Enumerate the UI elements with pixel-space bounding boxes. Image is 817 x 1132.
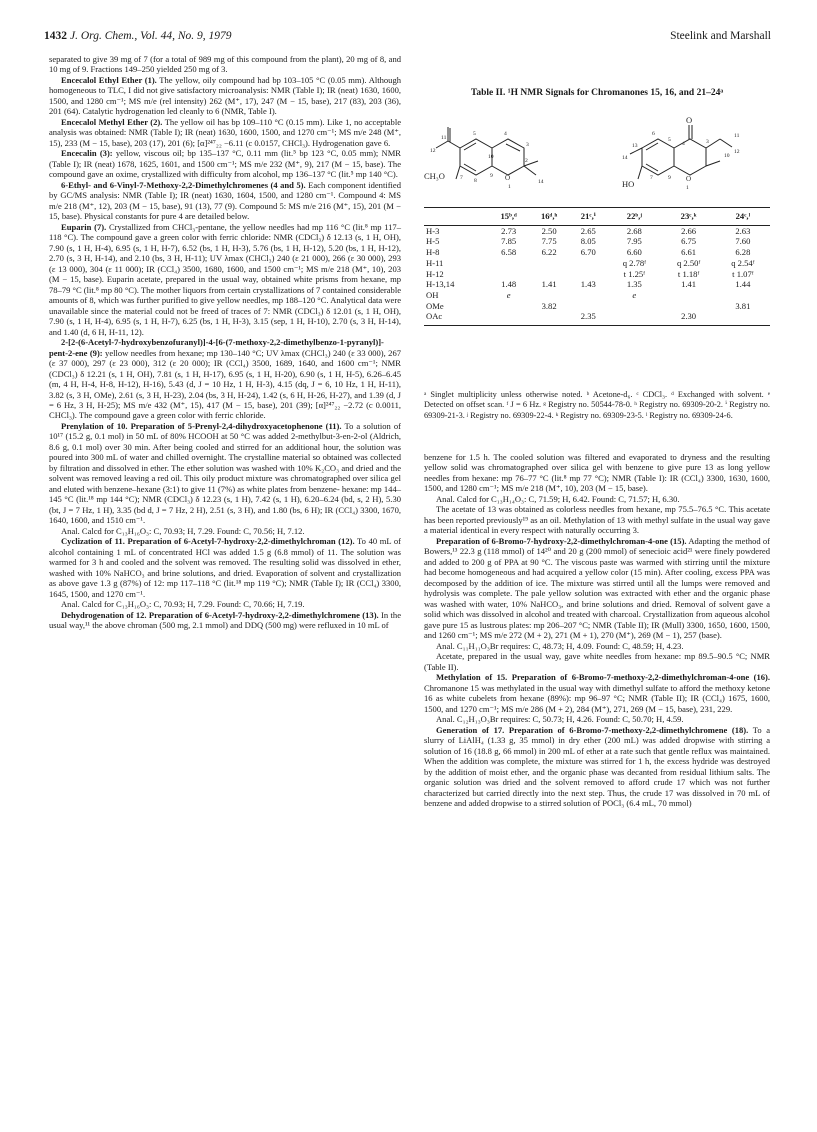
column-header: 22ᵇ,ʲ bbox=[607, 208, 661, 226]
left-label-5: 3 bbox=[526, 142, 529, 148]
row-label: OMe bbox=[426, 300, 444, 311]
table-cell: 2.35 bbox=[569, 311, 607, 325]
table-row bbox=[424, 269, 770, 280]
left-label-9: O bbox=[505, 174, 511, 182]
table-cell bbox=[529, 269, 569, 280]
column-header: 21ᶜ,ⁱ bbox=[569, 208, 607, 226]
table-cell: 6.75 bbox=[681, 236, 697, 247]
paragraph-text: Anal. C₁₁H₁₁O₃Br requires: C, 48.73; H, 4.09. Found: C, 48.59; H, 4.23. bbox=[436, 640, 684, 651]
row-label: OAc bbox=[424, 311, 488, 325]
paragraph-text: yellow needles from hexane; mp 130–140 °C; UV λmax (CHCl₃) 240 (ε 33 000), 267 (ε 37 000), 297 (ε 23 000), 312 (ε 20 000); IR (CCl₄) 3500, 1689, 1640, and 1600 cm⁻¹; NMR (CDCl₃) δ 12.21 (s, 1 H, OH), 7.81 (s, 1 H, H-17), 6.95 (s, 1 H, H-20), 6.90 (s, 1 H, H-5), 6.26–6.45 (m, 4 H, H-4, H-8, H-12), H-16), 5.43 (d, J = 10 Hz, 1 H, H-3), 4.15 (dq, J = 6, 10 Hz, 1 H, H-11), 3.82 (s, 3 H, OMe), 2.61 (s, 3 H, H-23), 2.04 (bs, 3 H, H-24), 1.42 (s, 6 H, H-26, H-27), and 1.39 (d, J = 6 Hz, 3 H, H-25); MS m/e 432 (M⁺, 15), 417 (M − 15, base), 201 (39); [α]²⁴⁷₂₂ −2.72 (c 0.0011, CHCl₃). The compound gave a green color with ferric chloride. bbox=[49, 347, 401, 421]
paragraph bbox=[424, 672, 770, 714]
table-cell: 2.30 bbox=[661, 311, 715, 325]
paragraph bbox=[49, 337, 401, 421]
paragraph bbox=[49, 599, 401, 609]
page-number: 1432 bbox=[44, 30, 67, 42]
right-label-5: 3 bbox=[706, 139, 709, 145]
table-cell bbox=[569, 269, 607, 280]
paragraph bbox=[49, 536, 401, 599]
paragraph-text: To a slurry of LiAlH₄ (1.33 g, 35 mmol) in dry ether (200 mL) was added dropwise with stirring a solution of 16 (18.8 g, 66 mmol) in 200 mL of ether at a rate such that gentle reflux was maintained. When the addition was complete, the mixture was stirred for 1 h, the excess hydride was destroyed by the addition of moist ether, and the organic phase was decanted from residual lithium salts. The organic solution was dried and the solvent removed to afford crude 17 which was not further characterized but carried directly into the next step. Thus, the crude 17 was dissolved in 70 mL of benzene and added dropwise to a stirred solution of POCl₃ (6.4 mL, 70 mmol) bbox=[424, 724, 770, 808]
right-label-12: 1 bbox=[686, 185, 689, 191]
right-structure-labels bbox=[622, 115, 740, 191]
table-cell bbox=[488, 258, 528, 269]
table-cell: 8.05 bbox=[580, 236, 596, 247]
table-cell: t 1.25ᶠ bbox=[623, 268, 646, 279]
table-row bbox=[424, 225, 770, 236]
table-cell: 2.63 bbox=[735, 225, 751, 236]
table-cell bbox=[529, 258, 569, 269]
table-title: Table II. ¹H NMR Signals for Chromanones 15, 16, and 21–24ᵃ bbox=[470, 88, 724, 98]
paragraph bbox=[49, 526, 401, 536]
right-label-0: 14 bbox=[622, 155, 628, 161]
paragraph-text: To a solution of 10¹⁷ (15.2 g, 0.1 mol) in 50 mL of 80% HCOOH at 50 °C was added 2-methylbut-3-en-2-ol (Aldrich, 8.6 g, 0.1 mol) over 30 min. After being cooled and stirred for an additional hour, the solution was poured into 300 mL of water and chilled overnight. The crystalline material so obtained was collected by filtration and dissolved in ether. The ether solution was washed with 10% K₂CO₃ and dried and the solvent was removed leaving a red oil. This oily product mixture was chromatographed over silica gel and eluted with benzene–hexane (3:1) to give 11 (7%) as white plates from benzene- hexane: mp 144–145 °C (lit.¹⁸ mp 144 °C); NMR (CDCl₃) δ 12.23 (s, 1 H), 7.42 (s, 1 H), 6.20–6.24 (bd, s, 2 H), 5.30 (bt, J = 7 Hz, 1 H), 3.35 (bd d, J = 7 Hz, 2 H), 2.51 (s, 3 H), and 1.80 (bs, 6 H); IR (CCl₄) 3300, 1670, 1640, 1600, and 1510 cm⁻¹. bbox=[49, 420, 401, 526]
paragraph-text: To 40 mL of alcohol containing 1 mL of concentrated HCl was added 1.5 g (6.8 mmol) of 11. The solution was warmed for 3 h and cooled and the solvent was removed. The resulting solid was dissolved in ether, washed with 10% NaHCO₃ and brine solutions, and dried. Evaporation of solvent and crystallization as above gave 1.3 g (87%) of 12: mp 117–118 °C (lit.¹⁸ mp 119 °C); NMR (Table I); IR (CCl₄) 3300, 1645, 1500, and 1270 cm⁻¹. bbox=[49, 536, 401, 599]
table-row bbox=[424, 279, 770, 290]
table-cell: q 2.54ᶠ bbox=[731, 257, 755, 268]
table-cell bbox=[661, 290, 715, 301]
left-column bbox=[49, 54, 401, 631]
paragraph-text: Each component identified by GC/MS analysis: NMR (Table I); IR (neat) 1630, 1604, 1500, and 1280 cm⁻¹. Compound 4: MS m/e 218 (M⁺, 12), 203 (M − 15, base), 91 (13), 77 (9). Compound 5: MS m/e 216 (M⁺, 15), 201 (M − 15, base). Physical constants for pure 4 are detailed below. bbox=[49, 179, 401, 222]
column-header: 16ᵈ,ʰ bbox=[529, 208, 569, 226]
paragraph-text: The acetate of 13 was obtained as colorless needles from hexane, mp 75.5–76.5 °C. This acetate has been reported previously¹⁹ as an oil. Methylation of 13 with methyl sulfate in the usual way gave a material identical in every respect with naturally occurring 3. bbox=[424, 504, 770, 536]
right-label-8: 12 bbox=[734, 149, 740, 155]
table-cell: e bbox=[632, 289, 637, 300]
table-cell bbox=[569, 301, 607, 312]
left-label-6: 2 bbox=[525, 158, 528, 164]
table-cell: 7.75 bbox=[541, 236, 557, 247]
table-row bbox=[424, 247, 770, 258]
table-row bbox=[424, 258, 770, 269]
row-label: H-11 bbox=[426, 257, 444, 268]
running-header bbox=[44, 30, 771, 46]
paragraph-heading: Dehydrogenation of 12. Preparation of 6-Acetyl-7-hydroxy-2,2-dimethylchromene (13). bbox=[61, 609, 379, 620]
paragraph-text: The yellow, oily compound had bp 103–105 °C (0.05 mm). Although homogeneous to TLC, I did not give satisfactory microanalysis: NMR (Table I); IR (neat) 1630, 1600, 1500, and 1280 cm⁻¹; MS m/e (rel intensity) 262 (M⁺, 17), 247 (M − 15, base), 217 (83), 203 (36), 201 (64). Catalytic hydrogenation led cleanly to 6 (NMR, Table I). bbox=[49, 74, 401, 117]
paragraph bbox=[424, 536, 770, 641]
left-label-12: 14 bbox=[538, 179, 544, 185]
paragraph-heading: Generation of 17. Preparation of 6-Bromo-7-methoxy-2,2-dimethylchromene (18). bbox=[436, 724, 749, 735]
paragraph bbox=[49, 180, 401, 222]
running-authors: Steelink and Marshall bbox=[670, 30, 771, 42]
right-label-3: 5 bbox=[668, 137, 671, 143]
structure-drawings bbox=[424, 115, 770, 215]
left-label-3: 10 bbox=[488, 154, 494, 160]
row-label: OH bbox=[426, 289, 439, 300]
paragraph bbox=[424, 494, 770, 504]
table-cell bbox=[661, 301, 715, 312]
table-cell bbox=[716, 311, 770, 325]
table-cell bbox=[716, 290, 770, 301]
table-footnotes: ᵃ Singlet multiplicity unless otherwise noted. ᵇ Acetone-d₆. ᶜ CDCl₃. ᵈ Exchanged with solvent. ᵉ Detected on offset scan. ᶠ J = 6 Hz. ᵍ Registry no. 50544-78-0. ʰ Registry no. 69309-20-2. ⁱ Registry no. 69309-21-3. ʲ Registry no. 69309-22-4. ᵏ Registry no. 69309-23-5. ˡ Registry no. 69309-24-6. bbox=[424, 390, 770, 420]
paragraph-text: yellow, viscous oil; bp 135–137 °C, 0.11 mm (lit.⁵ bp 123 °C, 0.05 mm); NMR (Table I); IR (neat) 1678, 1625, 1601, and 1500 cm⁻¹; MS m/e 232 (M⁺, 9), 217 (M − 15, base). The compound gave an oxime, crystallized with difficulty from alcohol, mp 136–137 °C (lit.⁵ mp 140 °C). bbox=[49, 148, 401, 180]
table-cell: 1.43 bbox=[580, 279, 596, 290]
table-row bbox=[424, 290, 770, 301]
left-label-2: 5 bbox=[473, 131, 476, 137]
table-cell: 7.85 bbox=[501, 236, 517, 247]
right-substituent: HO bbox=[622, 179, 635, 189]
right-label-2: 6 bbox=[652, 131, 655, 137]
table-cell: 6.28 bbox=[735, 247, 751, 258]
right-label-10: O bbox=[686, 175, 692, 183]
paragraph-heading: Encecalin (3): bbox=[61, 148, 113, 159]
table-cell: 1.48 bbox=[501, 279, 517, 290]
right-benzene-ring bbox=[642, 139, 674, 175]
table-cell bbox=[529, 311, 569, 325]
left-label-10: 7 bbox=[460, 175, 463, 181]
table-cell: 1.44 bbox=[735, 279, 751, 290]
paragraph-heading: Cyclization of 11. Preparation of 6-Acetyl-7-hydroxy-2,2-dimethylchroman (12). bbox=[61, 536, 355, 547]
paragraph-heading: Preparation of 6-Bromo-7-hydroxy-2,2-dimethylchroman-4-one (15). bbox=[436, 535, 687, 546]
left-pyran-ring bbox=[492, 139, 524, 175]
left-structure-labels bbox=[424, 131, 544, 190]
table-cell: 2.73 bbox=[501, 225, 517, 236]
table-cell: 6.60 bbox=[626, 247, 642, 258]
paragraph-text: benzene for 1.5 h. The cooled solution was filtered and evaporated to dryness and the resulting yellow solid was chromatographed over silica gel with benzene to give pure 13 as long yellow needles from hexane: mp 76–77 °C (lit.⁸ mp 77 °C); NMR (Table I): IR (CCl₄) 3300, 1630, 1600, 1500, and 1280 cm⁻¹; MS m/e 218 (M⁺, 10), 203 (M − 15, base). bbox=[424, 452, 770, 494]
right-pyranone-ring bbox=[674, 139, 706, 175]
paragraph-heading: Encecalol Methyl Ether (2). bbox=[61, 116, 163, 127]
paragraph bbox=[424, 641, 770, 651]
table-cell: 1.41 bbox=[681, 279, 697, 290]
column-header bbox=[424, 208, 488, 226]
paragraph-text: The yellow oil has bp 109–110 °C (0.15 mm). Like 1, no acceptable analysis was obtained: NMR (Table I); IR (neat) 1630, 1600, 1500, and 1270 cm⁻¹; MS m/e 248 (M⁺, 15), 233 (M − 15, base), 203 (17), 201 (6); [α]²⁴⁷₂₂ −6.11 (c 0.0157, CHCl₃). Hydrogenation gave 6. bbox=[49, 116, 402, 148]
table-cell bbox=[569, 290, 607, 301]
table-cell bbox=[488, 301, 528, 312]
left-label-7: 8 bbox=[474, 178, 477, 184]
paragraph-text: Crystallized from CHCl₃-pentane, the yellow needles had mp 116 °C (lit.⁸ mp 117–118 °C). The compound gave a green color with ferric chloride: NMR (CDCl₃) δ 12.13 (s, 1 H, OH), 7.90 (s, 1 H, H-4), 6.95 (s, 1 H, H-7), 6.52 (bs, 1 H, H-3), 5.76 (bs, 1 H, H-12), 5.20 (bs, 1 H, H-12), 2.70 (s, 3 H, H-14), and 2.10 (bs, 3 H, H-11); UV λmax (CHCl₃) 240 (ε 21 000), 266 (ε 30 000), 293 (ε 13 000), 304 (ε 11 000); IR (CCl₄) 3500, 1680, 1600, and 1500 cm⁻¹; MS m/e 218 (M⁺, 10), 203 (M − 15, base). Euparin acetate, prepared in the usual way, obtained white prisms from hexane, mp 78–79 °C (lit.⁸ mp 80 °C). The mother liquors from certain crystallizations of 7 contained considerable amounts of 8, which was further purified to give yellow needles, mp 188–120 °C. Analytical data were unavailable since the material could not be freed of traces of 7: NMR (CDCl₃) δ 12.01 (s, 1 H, OH), 7.90 (s, 1 H, H-4), 6.95 (s, 1 H, H-7), 6.25 (bs, 1 H, H-3), 3.15 (sep, 1 H, H-10), 2.70 (s, 3 H, H-14), and 1.40 (d, 6 H, H-11, 12). bbox=[49, 221, 401, 337]
table-cell bbox=[529, 290, 569, 301]
left-structure bbox=[436, 127, 538, 179]
paragraph bbox=[424, 714, 770, 724]
paragraph-heading: Euparin (7). bbox=[61, 221, 107, 232]
paragraph-heading: 2-[2-(6-Acetyl-7-hydroxybenzofuranyl)]-4-[6-(7-methoxy-2,2-dimethylbenzo-1-pyranyl)]-pent-2-ene (9): bbox=[49, 337, 384, 358]
right-carbonyl-label: O bbox=[686, 115, 693, 125]
left-label-0: 11 bbox=[441, 135, 447, 141]
row-label: H-12 bbox=[426, 268, 444, 279]
right-label-9: 9 bbox=[668, 175, 671, 181]
paragraph-text: Chromanone 15 was methylated in the usual way with dimethyl sulfate to afford the methoxy ketone 16 as white cubelets from hexane (89%): mp 96–97 °C; NMR (Table II); IR (CCl₄) 1675, 1600, 1500, and 1270 cm⁻¹; MS m/e 286 (M + 2), 284 (M⁺), 271, 269 (M − 15, base), 231, 229. bbox=[424, 682, 770, 714]
table-cell: 3.81 bbox=[735, 300, 751, 311]
paragraph-text: Anal. Calcd for C₁₃H₁₄O₃: C, 71.59; H, 6.42. Found: C, 71.57; H, 6.30. bbox=[436, 493, 680, 504]
table-cell: 6.61 bbox=[681, 247, 697, 258]
paragraph-text: In the usual way,¹¹ the above chroman (500 mg, 2.1 mmol) and DDQ (500 mg) were refluxed in 10 mL of bbox=[49, 609, 401, 631]
table-row bbox=[424, 301, 770, 312]
table-cell bbox=[488, 311, 528, 325]
paragraph-text: Anal. C₁₂H₁₃O₃Br requires: C, 50.73; H, 4.26. Found: C, 50.70; H, 4.59. bbox=[436, 714, 684, 725]
row-label: H-5 bbox=[426, 236, 440, 247]
row-label: H-13,14 bbox=[426, 279, 455, 290]
paragraph bbox=[424, 725, 770, 809]
paragraph bbox=[49, 421, 401, 526]
paragraph-heading: Methylation of 15. Preparation of 6-Bromo-7-methoxy-2,2-dimethylchroman-4-one (16). bbox=[436, 672, 770, 683]
row-label: H-3 bbox=[426, 225, 440, 236]
table-cell: 1.35 bbox=[626, 279, 642, 290]
paragraph bbox=[424, 504, 770, 535]
paragraph-text: Anal. Calcd for C₁₃H₁₆O₃: C, 70.93; H, 7.29. Found: C, 70.66; H, 7.19. bbox=[61, 599, 305, 610]
paragraph-text: Anal. Calcd for C₁₃H₁₆O₃: C, 70.93; H, 7.29. Found: C, 70.56; H, 7.12. bbox=[61, 525, 305, 536]
table-cell: q 2.78ᶠ bbox=[622, 257, 646, 268]
right-column bbox=[424, 452, 770, 808]
right-label-7: 10 bbox=[724, 153, 730, 159]
paragraph-heading: Encecalol Ethyl Ether (1). bbox=[61, 74, 157, 85]
nmr-table-header bbox=[424, 208, 770, 226]
paragraph bbox=[424, 452, 770, 494]
paragraph-text: Acetate, prepared in the usual way, gave white needles from hexane: mp 89.5–90.5 °C; NMR (Table II). bbox=[424, 651, 770, 672]
paragraph bbox=[49, 148, 401, 179]
paragraph-text: separated to give 39 mg of 7 (for a total of 989 mg of this compound from the plant), 20 mg of 8, and 10 mg of 9. Fractions 149–250 yielded 250 mg of 3. bbox=[49, 54, 401, 75]
right-label-6: 11 bbox=[734, 133, 740, 139]
column-header: 24ᶜ,ˡ bbox=[716, 208, 770, 226]
table-cell: t 1.07ᶠ bbox=[732, 268, 754, 279]
left-label-4: 4 bbox=[504, 131, 507, 137]
table-cell: q 2.50ᶠ bbox=[676, 257, 701, 268]
row-label: H-8 bbox=[426, 247, 440, 258]
table-cell: t 1.18ᶠ bbox=[677, 268, 700, 279]
paragraph bbox=[49, 75, 401, 117]
journal-citation: J. Org. Chem., Vol. 44, No. 9, 1979 bbox=[70, 30, 232, 42]
right-label-11: 7 bbox=[650, 175, 653, 181]
column-header: 15ᵇ,ᵈ bbox=[488, 208, 528, 226]
table-cell: 7.60 bbox=[735, 236, 751, 247]
table-cell bbox=[569, 258, 607, 269]
paragraph bbox=[49, 610, 401, 631]
table-cell: 2.50 bbox=[541, 225, 557, 236]
left-label-8: 9 bbox=[490, 173, 493, 179]
table-cell: 2.65 bbox=[580, 225, 596, 236]
paragraph bbox=[49, 117, 401, 148]
right-structure bbox=[630, 125, 732, 179]
nmr-table bbox=[424, 207, 770, 326]
table-cell: 1.41 bbox=[541, 279, 557, 290]
table-cell: 6.70 bbox=[580, 247, 596, 258]
left-label-11: 1 bbox=[508, 184, 511, 190]
paragraph-text: Adapting the method of Bowers,¹³ 22.3 g (118 mmol) of 14²⁰ and 20 g (200 mmol) of senecioic acid²¹ were finely powdered and added to 200 g of PPA at 90 °C. The viscous paste was warmed with stirring until the mixture had become homogeneous and had acquired a yellow color (15 min). After cooling, excess PPA was decomposed by the addition of ice. The mixture was stirred until all the lumps were removed and hydrolysis was complete. The pale yellow solution was extracted with ether and the organic phase was washed with water, 10% NaHCO₃, and brine solutions and dried. Removal of solvent gave a solid which was dissolved in alcohol and treated with charcoal. Crystallization from aqueous alcohol gave pure 15 as lustrous plates: mp 206–207 °C; NMR (Table II); IR (Mull) 3300, 1650, 1600, 1500, and 1260 cm⁻¹; MS m/e 272 (M + 2), 271 (M + 1), 270 (M⁺), 269 (M − 1), 257 (base). bbox=[424, 535, 770, 641]
table-cell: 6.22 bbox=[541, 247, 557, 258]
table-cell: 2.66 bbox=[681, 225, 697, 236]
paragraph-heading: Prenylation of 10. Preparation of 5-Prenyl-2,4-dihydroxyacetophenone (11). bbox=[61, 420, 342, 431]
paragraph-heading: 6-Ethyl- and 6-Vinyl-7-Methoxy-2,2-Dimethylchromenes (4 and 5). bbox=[61, 179, 306, 190]
column-header: 23ᶜ,ᵏ bbox=[661, 208, 715, 226]
paragraph bbox=[424, 651, 770, 672]
right-label-1: 13 bbox=[632, 143, 638, 149]
table-row bbox=[424, 236, 770, 247]
paragraph bbox=[49, 222, 401, 337]
left-label-1: 12 bbox=[430, 148, 436, 154]
table-cell bbox=[488, 269, 528, 280]
table-cell: 6.58 bbox=[501, 247, 517, 258]
table-row bbox=[424, 311, 770, 325]
table-cell bbox=[607, 311, 661, 325]
table-cell: 3.82 bbox=[541, 300, 557, 311]
table-cell: e bbox=[506, 289, 511, 300]
left-substituent: CH₃O bbox=[424, 171, 445, 181]
right-label-4: 4 bbox=[682, 141, 685, 147]
paragraph bbox=[49, 54, 401, 75]
table-cell: 7.95 bbox=[626, 236, 642, 247]
table-cell: 2.68 bbox=[626, 225, 642, 236]
table-cell bbox=[607, 301, 661, 312]
